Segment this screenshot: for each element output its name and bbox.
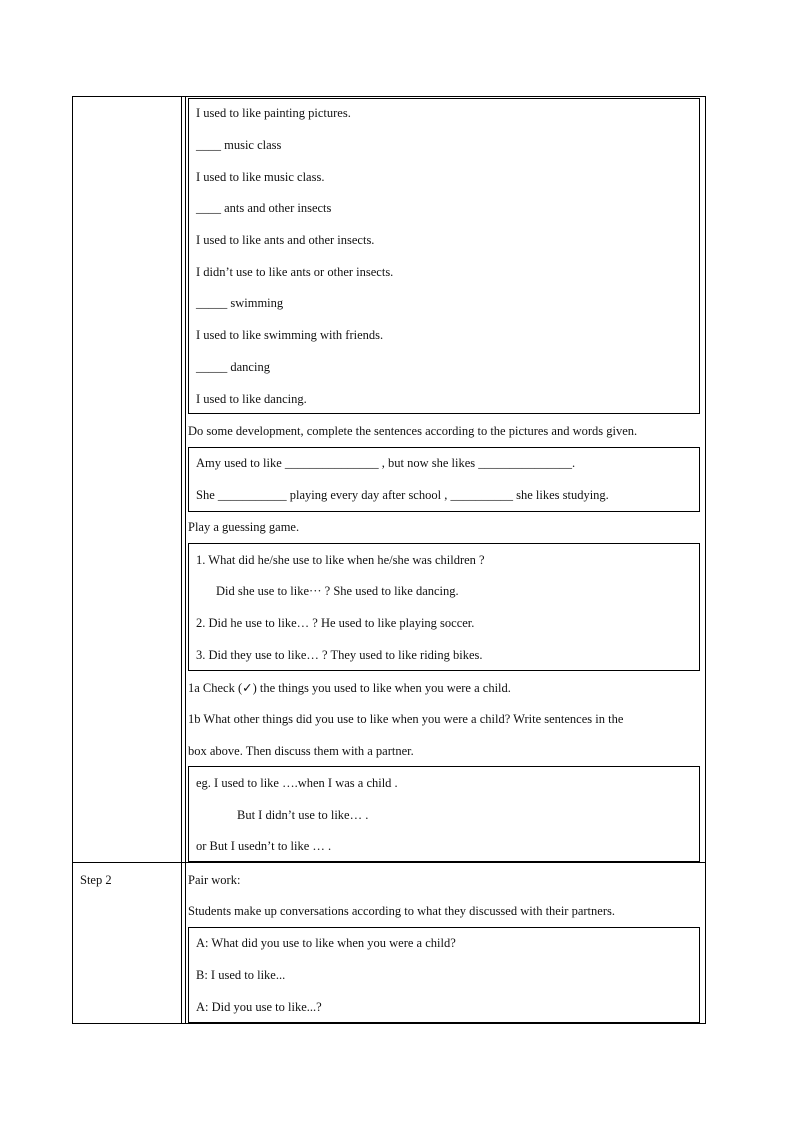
- pair-work-instruction: Students make up conversations according to what they discussed with their partners.: [188, 904, 615, 918]
- task-1b-line2: box above. Then discuss them with a partner.: [188, 744, 414, 758]
- box1-line: I used to like swimming with friends.: [196, 328, 384, 342]
- task-1b-line1: 1b What other things did you use to like when you were a child? Write sentences in the: [188, 712, 624, 726]
- box3-line: 2. Did he use to like… ? He used to like playing soccer.: [196, 616, 475, 630]
- box4-line: But I didn’t use to like… .: [237, 808, 369, 822]
- task-1a: 1a Check (✓) the things you used to like when you were a child.: [188, 681, 511, 695]
- table-row-divider: [72, 862, 706, 863]
- box2-line: She ___________ playing every day after school , __________ she likes studying.: [196, 488, 609, 502]
- development-instruction: Do some development, complete the sentences according to the pictures and words given.: [188, 424, 638, 438]
- table-left-border: [72, 96, 73, 1024]
- box5-line: A: Did you use to like...?: [196, 1000, 322, 1014]
- box1-line: I didn’t use to like ants or other insects.: [196, 265, 394, 279]
- box1-line: _____ swimming: [196, 296, 284, 310]
- box2-line: Amy used to like _______________ , but now she likes _______________.: [196, 456, 576, 470]
- box1-line: _____ dancing: [196, 360, 270, 374]
- box4-line: eg. I used to like ….when I was a child .: [196, 776, 398, 790]
- table-column-divider-inner: [185, 96, 186, 1024]
- box3-line: 1. What did he/she use to like when he/she was children ?: [196, 553, 485, 567]
- box5-line: B: I used to like...: [196, 968, 286, 982]
- table-top-border: [72, 96, 706, 97]
- guessing-game-title: Play a guessing game.: [188, 520, 300, 534]
- box1-line: I used to like ants and other insects.: [196, 233, 375, 247]
- box3-line: Did she use to like··· ? She used to like dancing.: [216, 584, 459, 598]
- pair-work-title: Pair work:: [188, 873, 241, 887]
- box1-line: I used to like dancing.: [196, 392, 307, 406]
- box1-line: I used to like painting pictures.: [196, 106, 351, 120]
- box3-line: 3. Did they use to like… ? They used to like riding bikes.: [196, 648, 483, 662]
- table-bottom-border: [72, 1023, 706, 1024]
- box5-line: A: What did you use to like when you were a child?: [196, 936, 456, 950]
- box1-line: ____ music class: [196, 138, 282, 152]
- table-column-divider: [181, 96, 182, 1024]
- table-right-border: [705, 96, 706, 1024]
- box4-line: or But I usedn’t to like … .: [196, 839, 332, 853]
- step-label: Step 2: [80, 873, 112, 887]
- box1-line: ____ ants and other insects: [196, 201, 332, 215]
- box1-line: I used to like music class.: [196, 170, 325, 184]
